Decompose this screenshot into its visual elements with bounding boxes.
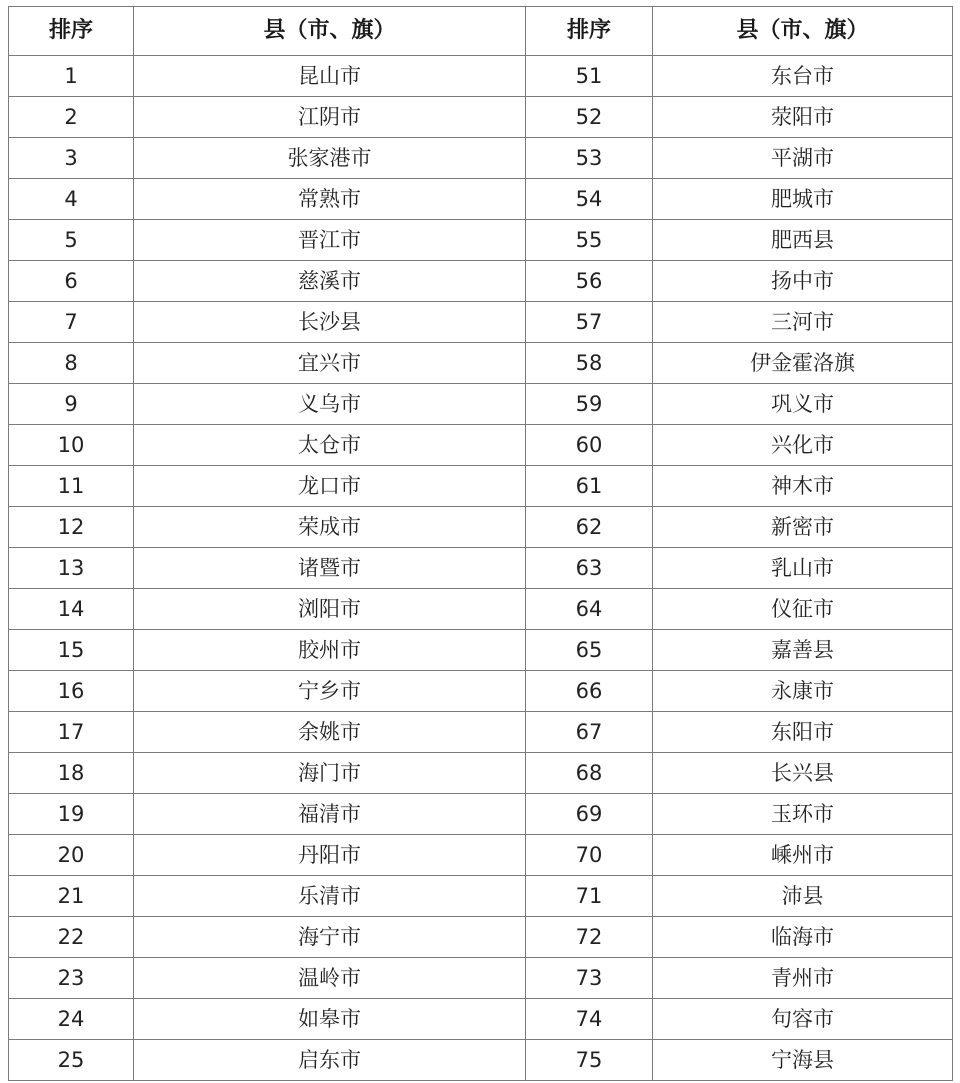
rank-left-cell: 24 bbox=[9, 999, 134, 1040]
rank-left-cell: 5 bbox=[9, 220, 134, 261]
county-left-cell: 长沙县 bbox=[134, 302, 526, 343]
county-left-cell: 龙口市 bbox=[134, 466, 526, 507]
table-row bbox=[9, 220, 953, 261]
table-row bbox=[9, 97, 953, 138]
rank-right-cell: 69 bbox=[526, 794, 653, 835]
county-left-cell: 昆山市 bbox=[134, 56, 526, 97]
table-row bbox=[9, 507, 953, 548]
rank-left-cell: 11 bbox=[9, 466, 134, 507]
rank-right-cell: 51 bbox=[526, 56, 653, 97]
rank-right-cell: 74 bbox=[526, 999, 653, 1040]
county-right-cell: 玉环市 bbox=[653, 794, 953, 835]
table-row bbox=[9, 958, 953, 999]
table-row bbox=[9, 425, 953, 466]
rank-left-cell: 17 bbox=[9, 712, 134, 753]
rank-left-cell: 12 bbox=[9, 507, 134, 548]
rank-right-cell: 63 bbox=[526, 548, 653, 589]
county-left-cell: 浏阳市 bbox=[134, 589, 526, 630]
rank-left-cell: 4 bbox=[9, 179, 134, 220]
county-left-cell: 宜兴市 bbox=[134, 343, 526, 384]
county-right-cell: 沛县 bbox=[653, 876, 953, 917]
rank-right-cell: 67 bbox=[526, 712, 653, 753]
rank-left-cell: 16 bbox=[9, 671, 134, 712]
county-right-cell: 平湖市 bbox=[653, 138, 953, 179]
table-row bbox=[9, 835, 953, 876]
rank-left-cell: 7 bbox=[9, 302, 134, 343]
table-row bbox=[9, 343, 953, 384]
county-right-cell: 神木市 bbox=[653, 466, 953, 507]
county-right-cell: 嵊州市 bbox=[653, 835, 953, 876]
rank-right-cell: 59 bbox=[526, 384, 653, 425]
county-left-cell: 江阴市 bbox=[134, 97, 526, 138]
rank-right-cell: 64 bbox=[526, 589, 653, 630]
table-row bbox=[9, 56, 953, 97]
rank-left-cell: 8 bbox=[9, 343, 134, 384]
table-row bbox=[9, 589, 953, 630]
county-left-cell: 慈溪市 bbox=[134, 261, 526, 302]
rank-right-cell: 60 bbox=[526, 425, 653, 466]
county-right-cell: 长兴县 bbox=[653, 753, 953, 794]
rank-right-cell: 72 bbox=[526, 917, 653, 958]
county-left-cell: 启东市 bbox=[134, 1040, 526, 1081]
county-left-cell: 乐清市 bbox=[134, 876, 526, 917]
county-left-cell: 太仓市 bbox=[134, 425, 526, 466]
rank-left-cell: 14 bbox=[9, 589, 134, 630]
county-right-cell: 新密市 bbox=[653, 507, 953, 548]
county-right-cell: 肥城市 bbox=[653, 179, 953, 220]
table-row bbox=[9, 466, 953, 507]
rank-left-cell: 1 bbox=[9, 56, 134, 97]
table-row bbox=[9, 630, 953, 671]
county-right-cell: 临海市 bbox=[653, 917, 953, 958]
county-left-cell: 温岭市 bbox=[134, 958, 526, 999]
table-container bbox=[8, 6, 953, 1081]
county-right-cell: 兴化市 bbox=[653, 425, 953, 466]
county-left-cell: 荣成市 bbox=[134, 507, 526, 548]
county-left-cell: 海宁市 bbox=[134, 917, 526, 958]
county-left-cell: 宁乡市 bbox=[134, 671, 526, 712]
rank-left-cell: 21 bbox=[9, 876, 134, 917]
county-right-cell: 伊金霍洛旗 bbox=[653, 343, 953, 384]
county-left-cell: 丹阳市 bbox=[134, 835, 526, 876]
county-right-cell: 乳山市 bbox=[653, 548, 953, 589]
rank-left-cell: 25 bbox=[9, 1040, 134, 1081]
header-county-left: 县（市、旗） bbox=[134, 7, 526, 56]
header-rank-right: 排序 bbox=[526, 7, 653, 56]
rank-left-cell: 19 bbox=[9, 794, 134, 835]
county-left-cell: 余姚市 bbox=[134, 712, 526, 753]
rank-right-cell: 75 bbox=[526, 1040, 653, 1081]
table-row bbox=[9, 1040, 953, 1081]
rank-left-cell: 23 bbox=[9, 958, 134, 999]
rank-left-cell: 2 bbox=[9, 97, 134, 138]
table-row bbox=[9, 876, 953, 917]
table-row bbox=[9, 302, 953, 343]
rank-left-cell: 22 bbox=[9, 917, 134, 958]
rank-right-cell: 66 bbox=[526, 671, 653, 712]
county-right-cell: 巩义市 bbox=[653, 384, 953, 425]
rank-left-cell: 18 bbox=[9, 753, 134, 794]
rank-left-cell: 6 bbox=[9, 261, 134, 302]
county-right-cell: 句容市 bbox=[653, 999, 953, 1040]
county-right-cell: 东台市 bbox=[653, 56, 953, 97]
table-body bbox=[9, 56, 953, 1081]
county-left-cell: 海门市 bbox=[134, 753, 526, 794]
county-left-cell: 胶州市 bbox=[134, 630, 526, 671]
county-left-cell: 张家港市 bbox=[134, 138, 526, 179]
table-row bbox=[9, 261, 953, 302]
rank-right-cell: 65 bbox=[526, 630, 653, 671]
county-right-cell: 东阳市 bbox=[653, 712, 953, 753]
rank-right-cell: 56 bbox=[526, 261, 653, 302]
table-header-row bbox=[9, 7, 953, 56]
rank-left-cell: 3 bbox=[9, 138, 134, 179]
county-left-cell: 晋江市 bbox=[134, 220, 526, 261]
table-row bbox=[9, 548, 953, 589]
rank-right-cell: 71 bbox=[526, 876, 653, 917]
rank-right-cell: 70 bbox=[526, 835, 653, 876]
county-right-cell: 青州市 bbox=[653, 958, 953, 999]
rank-left-cell: 13 bbox=[9, 548, 134, 589]
rank-left-cell: 10 bbox=[9, 425, 134, 466]
table-row bbox=[9, 671, 953, 712]
county-left-cell: 如皋市 bbox=[134, 999, 526, 1040]
table-row bbox=[9, 384, 953, 425]
county-right-cell: 荥阳市 bbox=[653, 97, 953, 138]
header-county-right: 县（市、旗） bbox=[653, 7, 953, 56]
rank-right-cell: 58 bbox=[526, 343, 653, 384]
table-row bbox=[9, 999, 953, 1040]
rank-right-cell: 55 bbox=[526, 220, 653, 261]
rank-left-cell: 20 bbox=[9, 835, 134, 876]
rank-right-cell: 53 bbox=[526, 138, 653, 179]
rank-right-cell: 73 bbox=[526, 958, 653, 999]
table-row bbox=[9, 794, 953, 835]
county-right-cell: 肥西县 bbox=[653, 220, 953, 261]
rank-right-cell: 52 bbox=[526, 97, 653, 138]
rank-left-cell: 15 bbox=[9, 630, 134, 671]
county-right-cell: 三河市 bbox=[653, 302, 953, 343]
rank-right-cell: 57 bbox=[526, 302, 653, 343]
county-ranking-table bbox=[8, 6, 953, 1081]
county-left-cell: 福清市 bbox=[134, 794, 526, 835]
county-left-cell: 义乌市 bbox=[134, 384, 526, 425]
county-right-cell: 扬中市 bbox=[653, 261, 953, 302]
table-row bbox=[9, 753, 953, 794]
rank-right-cell: 62 bbox=[526, 507, 653, 548]
county-right-cell: 宁海县 bbox=[653, 1040, 953, 1081]
county-left-cell: 常熟市 bbox=[134, 179, 526, 220]
county-right-cell: 仪征市 bbox=[653, 589, 953, 630]
rank-right-cell: 54 bbox=[526, 179, 653, 220]
county-right-cell: 嘉善县 bbox=[653, 630, 953, 671]
table-row bbox=[9, 712, 953, 753]
table-row bbox=[9, 179, 953, 220]
county-left-cell: 诸暨市 bbox=[134, 548, 526, 589]
rank-right-cell: 68 bbox=[526, 753, 653, 794]
rank-right-cell: 61 bbox=[526, 466, 653, 507]
table-row bbox=[9, 138, 953, 179]
rank-left-cell: 9 bbox=[9, 384, 134, 425]
table-row bbox=[9, 917, 953, 958]
header-rank-left: 排序 bbox=[9, 7, 134, 56]
county-right-cell: 永康市 bbox=[653, 671, 953, 712]
